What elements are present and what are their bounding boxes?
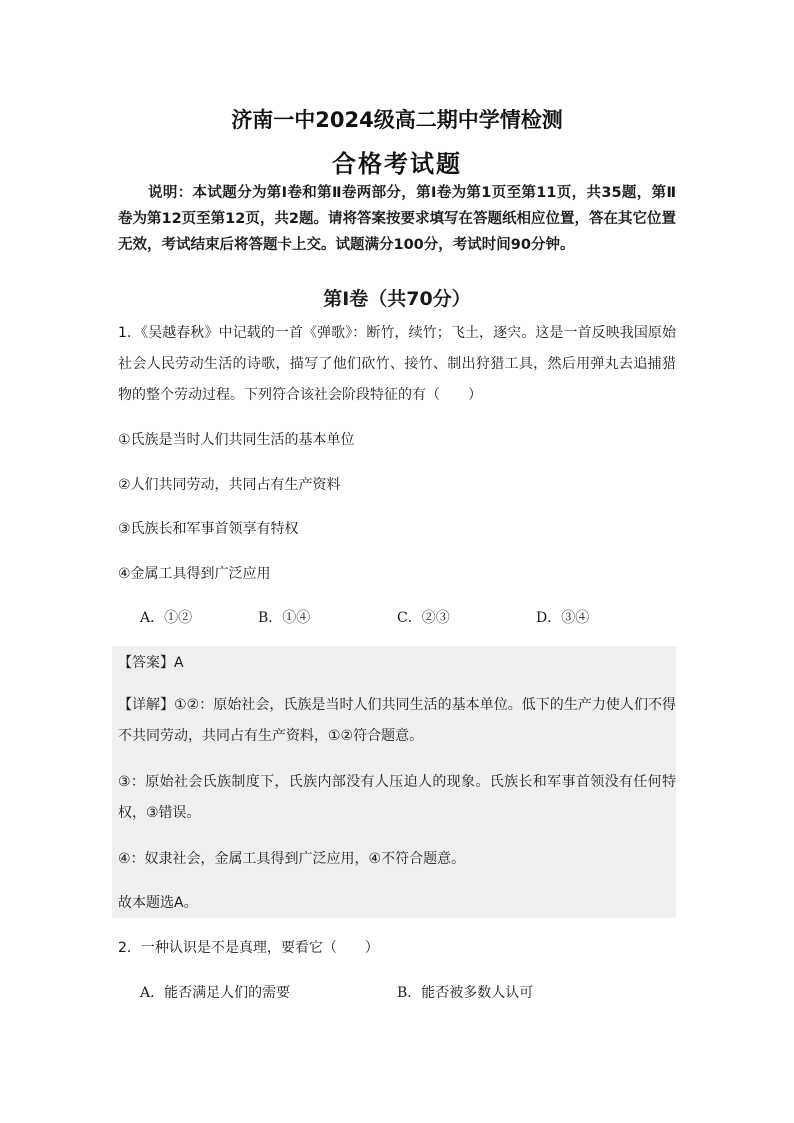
question-1-explanation: ③：原始社会氏族制度下，氏族内部没有人压迫人的现象。氏族长和军事首领没有任何特权，③错误。	[118, 774, 676, 821]
question-2-option-b: B．能否被多数人认可	[397, 985, 534, 1001]
exam-subtitle: 合格考试题	[332, 150, 462, 178]
question-1-option-b: B．①④	[258, 610, 311, 626]
question-1-item: ④金属工具得到广泛应用	[118, 566, 271, 582]
question-1-item: ③氏族长和军事首领享有特权	[118, 521, 299, 537]
exam-title: 济南一中2024级高二期中学情检测	[231, 108, 563, 132]
question-1-option-a: A．①②	[140, 610, 193, 626]
question-1-option-d: D．③④	[536, 610, 590, 626]
question-1-option-c: C．②③	[397, 610, 450, 626]
question-2-option-a: A．能否满足人们的需要	[140, 985, 291, 1001]
question-1-item: ①氏族是当时人们共同生活的基本单位	[118, 432, 355, 448]
question-1-item: ②人们共同劳动，共同占有生产资料	[118, 477, 341, 493]
question-1-explanation: ④：奴隶社会，金属工具得到广泛应用，④不符合题意。	[118, 851, 466, 867]
question-2-stem: 2．一种认识是不是真理，要看它（ ）	[118, 940, 379, 956]
question-1-explanation: 故本题选A。	[118, 895, 198, 911]
question-1-explanation: 【详解】①②：原始社会，氏族是当时人们共同生活的基本单位。低下的生产力使人们不得不共同劳动，共同占有生产资料，①②符合题意。	[118, 697, 676, 744]
question-1-answer: 【答案】A	[118, 655, 184, 671]
section-title: 第Ⅰ卷（共70分）	[323, 288, 471, 310]
question-1-stem: 1．《吴越春秋》中记载的一首《弹歌》：断竹，续竹；飞土，逐宍。这是一首反映我国原始社会人民劳动生活的诗歌，描写了他们砍竹、接竹、制出狩猎工具，然后用弹丸去追捕猎物的整个劳动过程。下列符合该社会阶段特征的有（ ）	[118, 325, 676, 403]
exam-instructions: 说明：本试题分为第Ⅰ卷和第Ⅱ卷两部分，第Ⅰ卷为第1页至第11页，共35题，第Ⅱ卷为第12页至第12页，共2题。请将答案按要求填写在答题纸相应位置，答在其它位置无效，考试结束后将答题卡上交。试题满分100分，考试时间90分钟。	[118, 185, 676, 253]
